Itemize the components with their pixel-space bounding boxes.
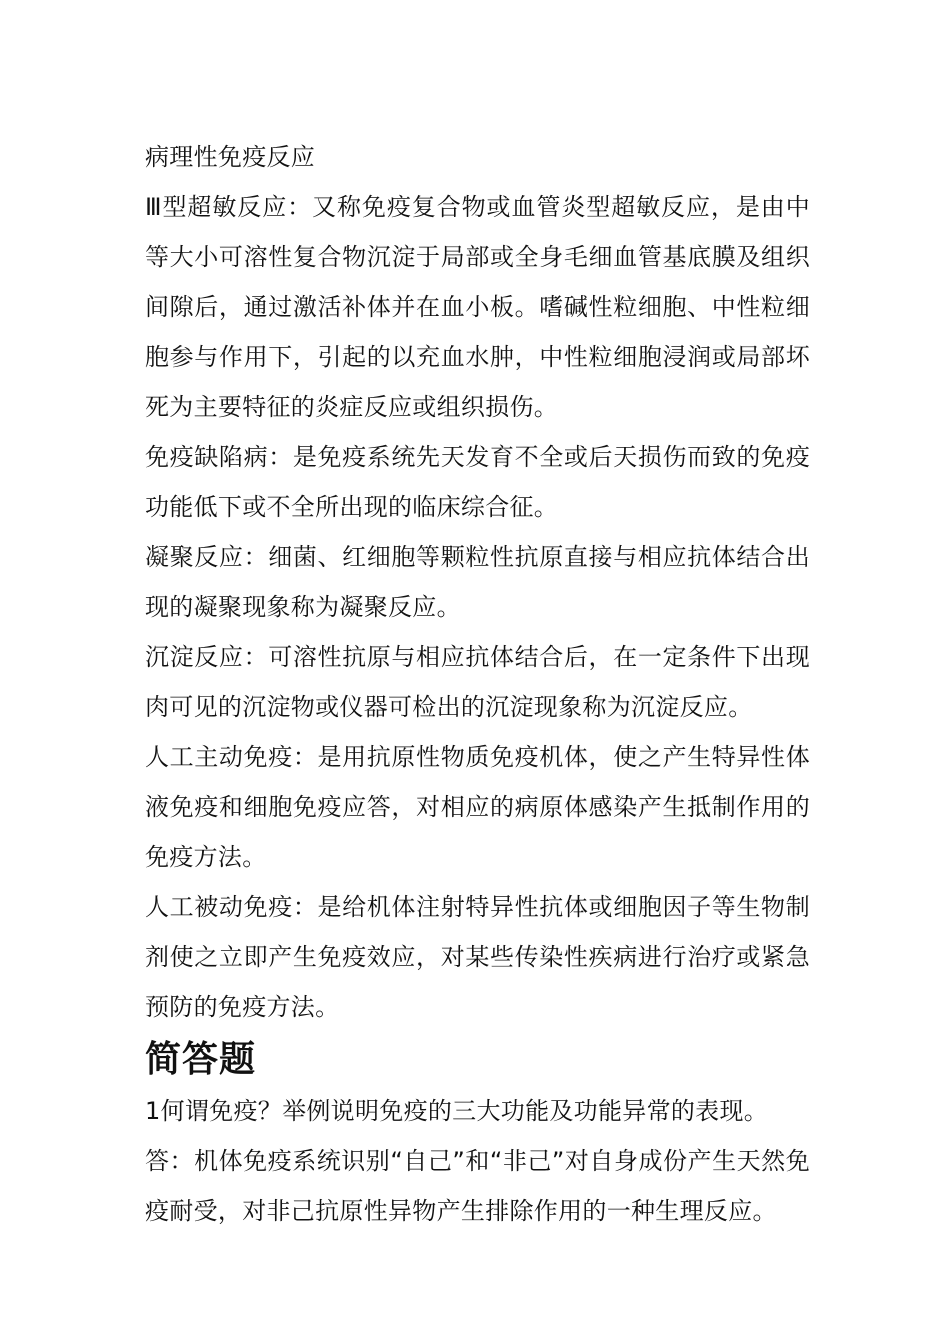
paragraph-type3-hypersensitivity: Ⅲ型超敏反应：又称免疫复合物或血管炎型超敏反应，是由中等大小可溶性复合物沉淀于局部或全身毛细血管基底膜及组织间隙后，通过激活补体并在血小板。嗜碱性粒细胞、中性粒细胞参与作用下，引起的以充血水肿，中性粒细胞浸润或局部坏死为主要特征的炎症反应或组织损伤。 [145, 193, 810, 421]
answer-text: 答：机体免疫系统识别“自己”和“非己”对自身成份产生天然免疫耐受，对非己抗原性异物产生排除作用的一种生理反应。 [145, 1147, 810, 1225]
paragraph-active-immunization: 人工主动免疫：是用抗原性物质免疫机体，使之产生特异性体液免疫和细胞免疫应答，对相应的病原体感染产生抵制作用的免疫方法。 [145, 743, 810, 871]
paragraph-precipitation: 沉淀反应：可溶性抗原与相应抗体结合后，在一定条件下出现肉可见的沉淀物或仪器可检出的沉淀现象称为沉淀反应。 [145, 643, 810, 721]
paragraph-heading-pathological-immunity: 病理性免疫反应 [145, 143, 316, 171]
paragraph-immunodeficiency: 免疫缺陷病：是免疫系统先天发育不全或后天损伤而致的免疫功能低下或不全所出现的临床综合征。 [145, 443, 810, 521]
paragraph-agglutination: 凝聚反应：细菌、红细胞等颗粒性抗原直接与相应抗体结合出现的凝聚现象称为凝聚反应。 [145, 543, 810, 621]
question-text: 1何谓免疫？举例说明免疫的三大功能及功能异常的表现。 [145, 1097, 769, 1125]
document-body [145, 132, 810, 1236]
paragraph-passive-immunization: 人工被动免疫：是给机体注射特异性抗体或细胞因子等生物制剂使之立即产生免疫效应，对某些传染性疾病进行治疗或紧急预防的免疫方法。 [145, 893, 810, 1021]
section-heading-short-answer: 简答题 [145, 1039, 257, 1080]
